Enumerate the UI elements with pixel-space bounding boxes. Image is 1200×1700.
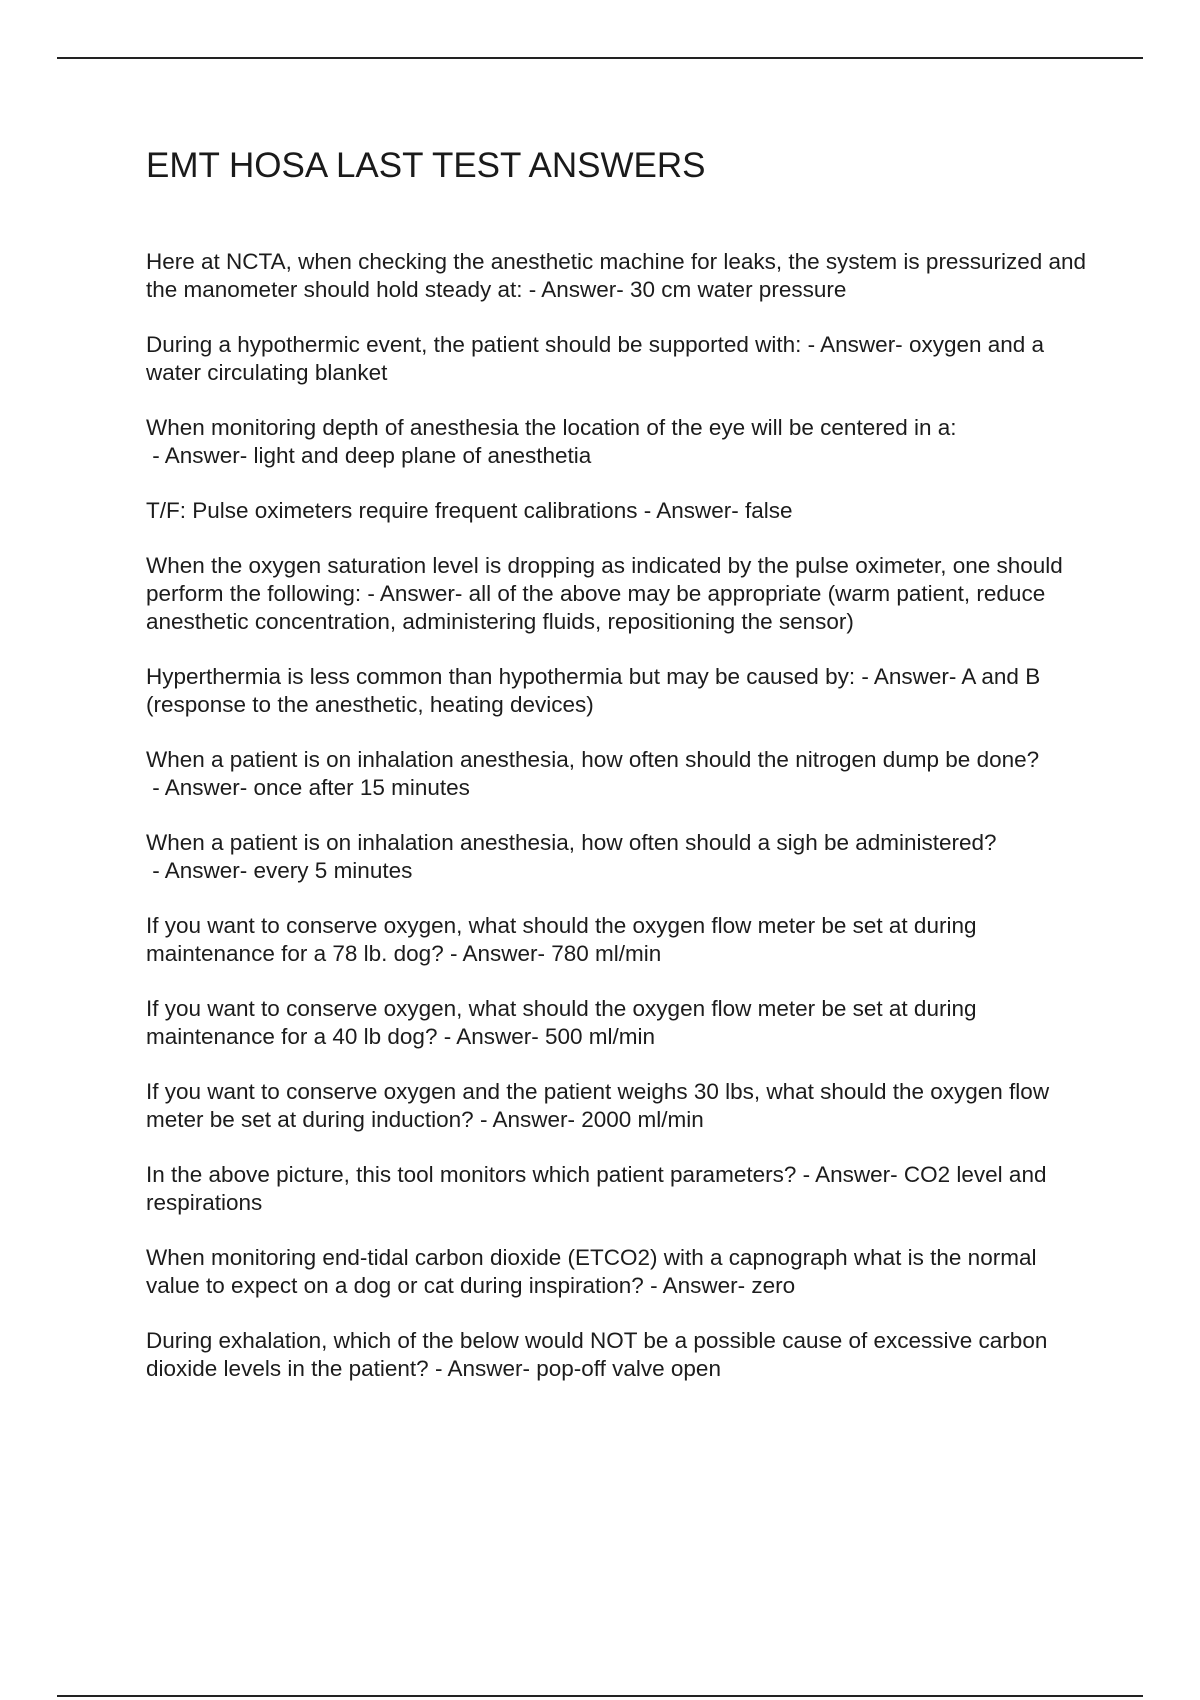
qa-item bbox=[146, 1327, 1096, 1383]
qa-item bbox=[146, 497, 1096, 525]
answer-separator: - Answer- bbox=[473, 1107, 582, 1132]
answer-text: once after 15 minutes bbox=[253, 775, 470, 800]
answer-separator: - Answer- bbox=[801, 332, 909, 357]
answer-text: 500 ml/min bbox=[545, 1024, 656, 1049]
qa-list bbox=[146, 248, 1096, 1383]
document-body bbox=[146, 140, 1096, 1410]
qa-item bbox=[146, 746, 1096, 802]
answer-text: pop-off valve open bbox=[536, 1356, 721, 1381]
answer-text: false bbox=[745, 498, 793, 523]
answer-separator: - Answer- bbox=[522, 277, 631, 302]
answer-text: zero bbox=[751, 1273, 796, 1298]
qa-item bbox=[146, 1078, 1096, 1134]
answer-text: CO2 level and respirations bbox=[146, 1162, 1047, 1215]
question-text: When monitoring depth of anesthesia the location of the eye will be centered in a: bbox=[146, 415, 957, 440]
answer-text: 780 ml/min bbox=[551, 941, 662, 966]
answer-separator: - Answer- bbox=[437, 1024, 545, 1049]
qa-item bbox=[146, 995, 1096, 1051]
question-text: If you want to conserve oxygen, what should the oxygen flow meter be set at during maintenance for a 78 lb. dog? bbox=[146, 913, 977, 966]
answer-text: all of the above may be appropriate (warm patient, reduce anesthetic concentration, administering fluids, repositioning the sensor) bbox=[146, 581, 1046, 634]
question-text: When the oxygen saturation level is dropping as indicated by the pulse oximeter, one should perform the following: bbox=[146, 553, 1063, 606]
answer-separator: - Answer- bbox=[146, 858, 254, 883]
question-text: Here at NCTA, when checking the anesthetic machine for leaks, the system is pressurized and the manometer should hold steady at: bbox=[146, 249, 1087, 302]
answer-separator: - Answer- bbox=[855, 664, 962, 689]
qa-item bbox=[146, 331, 1096, 387]
answer-text: A and B (response to the anesthetic, heating devices) bbox=[146, 664, 1041, 717]
question-text: Hyperthermia is less common than hypothermia but may be caused by: bbox=[146, 664, 856, 689]
answer-separator: - Answer- bbox=[146, 775, 254, 800]
question-text: When a patient is on inhalation anesthesia, how often should the nitrogen dump be done? bbox=[146, 747, 1040, 772]
answer-separator: - Answer- bbox=[443, 941, 552, 966]
qa-item bbox=[146, 248, 1096, 304]
question-text: When monitoring end-tidal carbon dioxide (ETCO2) with a capnograph what is the normal value to expect on a dog or cat during inspiration? bbox=[146, 1245, 1037, 1298]
question-text: If you want to conserve oxygen, what should the oxygen flow meter be set at during maintenance for a 40 lb dog? bbox=[146, 996, 977, 1049]
answer-text: 2000 ml/min bbox=[581, 1107, 704, 1132]
answer-separator: - Answer- bbox=[637, 498, 745, 523]
qa-item bbox=[146, 414, 1096, 470]
answer-separator: - Answer- bbox=[796, 1162, 904, 1187]
qa-item bbox=[146, 1161, 1096, 1217]
question-text: If you want to conserve oxygen and the patient weighs 30 lbs, what should the oxygen flow meter be set at during induction? bbox=[146, 1079, 1050, 1132]
question-text: In the above picture, this tool monitors which patient parameters? bbox=[146, 1162, 797, 1187]
answer-separator: - Answer- bbox=[361, 581, 469, 606]
document-title: EMT HOSA LAST TEST ANSWERS bbox=[146, 146, 706, 185]
answer-separator: - Answer- bbox=[428, 1356, 537, 1381]
question-text: During exhalation, which of the below would NOT be a possible cause of excessive carbon dioxide levels in the patient? bbox=[146, 1328, 1048, 1381]
qa-item bbox=[146, 1244, 1096, 1300]
question-text: T/F: Pulse oximeters require frequent calibrations bbox=[146, 498, 638, 523]
qa-item bbox=[146, 912, 1096, 968]
qa-item bbox=[146, 552, 1096, 636]
qa-item bbox=[146, 829, 1096, 885]
bottom-rule bbox=[57, 1695, 1143, 1697]
answer-separator: - Answer- bbox=[643, 1273, 752, 1298]
answer-text: 30 cm water pressure bbox=[630, 277, 847, 302]
answer-text: light and deep plane of anesthetia bbox=[253, 443, 592, 468]
top-rule bbox=[57, 57, 1143, 59]
qa-item bbox=[146, 663, 1096, 719]
answer-text: every 5 minutes bbox=[253, 858, 413, 883]
answer-separator: - Answer- bbox=[146, 443, 254, 468]
answer-text: oxygen and a water circulating blanket bbox=[146, 332, 1045, 385]
question-text: When a patient is on inhalation anesthesia, how often should a sigh be administered? bbox=[146, 830, 997, 855]
question-text: During a hypothermic event, the patient should be supported with: bbox=[146, 332, 802, 357]
